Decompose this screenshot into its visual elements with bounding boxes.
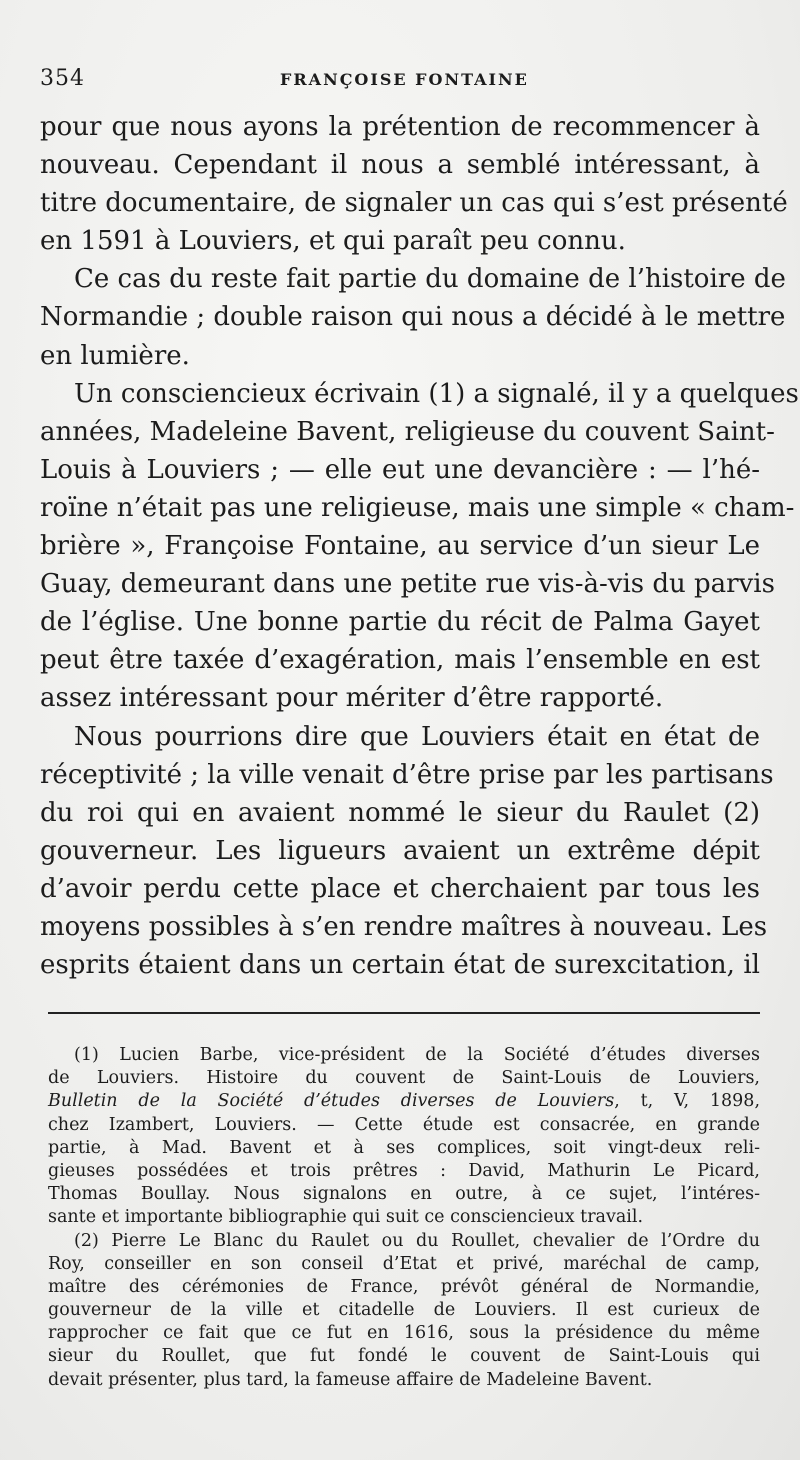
footnote-line: maître des cérémonies de France, prévôt général de Normandie, xyxy=(48,1276,760,1297)
body-line: réceptivité ; la ville venait d’être prise par les partisans xyxy=(40,759,774,790)
footnote-line: (2) Pierre Le Blanc du Raulet ou du Roullet, chevalier de l’Ordre du xyxy=(74,1230,760,1251)
body-line: brière », Françoise Fontaine, au service d’un sieur Le xyxy=(40,531,760,562)
body-line: Un consciencieux écrivain (1) a signalé, il y a quelques xyxy=(74,378,799,409)
footnote-line: Thomas Boullay. Nous signalons en outre, à ce sujet, l’intéres- xyxy=(48,1184,760,1205)
body-line: Ce cas du reste fait partie du domaine de l’histoire de xyxy=(74,264,786,295)
body-line: assez intéressant pour mériter d’être rapporté. xyxy=(40,683,664,714)
body-line: en lumière. xyxy=(40,340,190,371)
body-line: Normandie ; double raison qui nous a décidé à le mettre xyxy=(40,302,786,333)
body-line: de l’église. Une bonne partie du récit de Palma Gayet xyxy=(40,607,760,638)
footnote-line: Bulletin de la Société d’études diverses de Louviers, t, V, 1898, xyxy=(48,1091,761,1112)
body-text xyxy=(40,108,799,984)
body-line: Guay, demeurant dans une petite rue vis-à-vis du parvis xyxy=(40,569,775,600)
body-line: Louis à Louviers ; — elle eut une devancière : — l’hé- xyxy=(40,454,760,485)
footnote-line: sante et importante bibliographie qui suit ce consciencieux travail. xyxy=(48,1207,644,1228)
footnote-line: partie, à Mad. Bavent et à ses complices, soit vingt-deux reli- xyxy=(48,1137,760,1158)
body-line: moyens possibles à s’en rendre maîtres à nouveau. Les xyxy=(40,911,768,942)
body-line: pour que nous ayons la prétention de recommencer à xyxy=(40,112,760,142)
body-line: nouveau. Cependant il nous a semblé intéressant, à xyxy=(40,150,760,181)
footnote-line: gieuses possédées et trois prêtres : David, Mathurin Le Picard, xyxy=(48,1160,760,1181)
body-line: d’avoir perdu cette place et cherchaient par tous les xyxy=(40,873,760,904)
body-line: peut être taxée d’exagération, mais l’ensemble en est xyxy=(40,645,760,676)
body-line: Nous pourrions dire que Louviers était en état de xyxy=(74,721,760,752)
page-header xyxy=(40,66,760,96)
running-head: FRANÇOISE FONTAINE xyxy=(280,70,529,89)
footnote-line: rapprocher ce fait que ce fut en 1616, sous la présidence du même xyxy=(48,1323,760,1344)
footnote-rule xyxy=(48,1012,760,1014)
footnote-line: devait présenter, plus tard, la fameuse affaire de Madeleine Bavent. xyxy=(48,1369,653,1390)
body-line: esprits étaient dans un certain état de surexcitation, il xyxy=(40,950,760,981)
footnote-line: chez Izambert, Louviers. — Cette étude est consacrée, en grande xyxy=(48,1114,760,1135)
body-line: gouverneur. Les ligueurs avaient un extrême dépit xyxy=(40,835,760,866)
footnote-line: Roy, conseiller en son conseil d’Etat et privé, maréchal de camp, xyxy=(48,1253,760,1274)
footnotes xyxy=(48,1044,760,1392)
body-line: titre documentaire, de signaler un cas qui s’est présenté xyxy=(40,188,788,219)
footnote-line: (1) Lucien Barbe, vice-président de la Société d’études diverses xyxy=(74,1045,760,1065)
body-line: du roi qui en avaient nommé le sieur du Raulet (2) xyxy=(40,797,760,828)
footnote-line: de Louviers. Histoire du couvent de Saint-Louis de Louviers, xyxy=(48,1068,760,1089)
page-number: 354 xyxy=(40,66,85,91)
body-line: roïne n’était pas une religieuse, mais une simple « cham- xyxy=(40,492,795,523)
footnote-line: sieur du Roullet, que fut fondé le couvent de Saint-Louis qui xyxy=(48,1346,760,1367)
footnote-line: gouverneur de la ville et citadelle de Louviers. Il est curieux de xyxy=(48,1300,760,1321)
body-line: en 1591 à Louviers, et qui paraît peu connu. xyxy=(40,226,626,257)
body-line: années, Madeleine Bavent, religieuse du couvent Saint- xyxy=(40,416,775,447)
